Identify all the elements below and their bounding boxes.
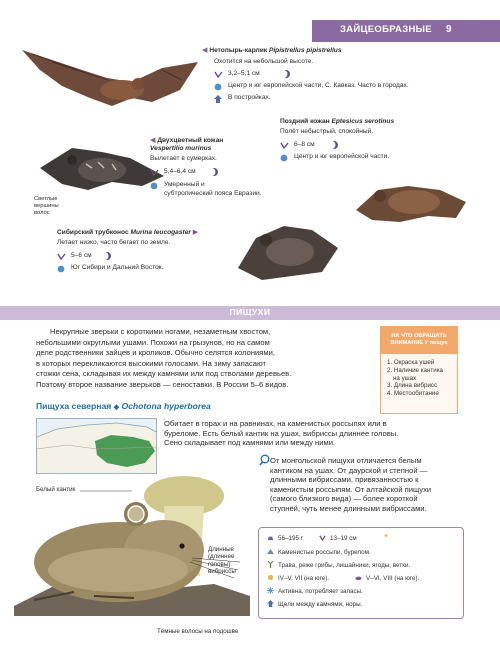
habitat-icon	[267, 548, 274, 555]
food-icon	[267, 561, 274, 568]
fact-shelter: Щели между камнями, норы.	[267, 600, 362, 608]
body-length-icon	[214, 71, 223, 78]
fact-weight: 56–195 г	[267, 534, 303, 542]
bat-3-range: Центр и юг европейской части.	[294, 153, 390, 160]
bat-1-habitat: В постройках.	[228, 94, 271, 101]
leader-line	[80, 487, 140, 497]
bat-4-size: 5–6 см	[71, 252, 92, 259]
species-description: Обитает в горах и на равнинах, на каменистых россыпях или в буреломе. Есть белый кантик на ушах, вибриссы длиннее головы. Сено складывает под камнями или между ними.	[164, 419, 399, 448]
species-title: Пищуха северная ◆ Ochotona hyperborea	[36, 401, 211, 411]
note-header: НА ЧТО ОБРАЩАТЬ ВНИМАНИЕ У пищух	[381, 327, 457, 354]
shelter-icon	[267, 600, 274, 607]
fact-habitat: Каменистые россыпи, бурелом.	[267, 548, 371, 556]
label-white-edge: Белый кантик	[36, 486, 76, 493]
young-icon	[355, 574, 362, 581]
weight-icon	[267, 534, 274, 541]
bat-2-range-line-1: Умеренный и	[164, 181, 205, 188]
fact-length: 13–19 см	[319, 534, 357, 542]
winter-activity-icon	[267, 587, 274, 594]
bat-2-callout: Светлые вершины волос	[34, 196, 59, 216]
section-intro: Некрупные зверьки с короткими ногами, незаметным хвостом, небольшими округлыми ушами. Похожи на грызунов, но на самом деле родственники зайцев и кроликов. Обычно селятся колониями, в которых перекликаются высокими голосами. На зиму запасают стожки сена, складывая их между камнями или под стволами деревьев. Поэтому второе название зверьков — сеноставки. В России 5–6 видов.	[36, 327, 292, 389]
note-list: 1. Окраска ушей 2. Наличие кантика на ушах 3. Длина вибрисс 4. Местообитание	[387, 359, 443, 398]
bat-2-range-line-2: субтропический пояса Евразии.	[164, 190, 262, 197]
species-facts-box	[258, 527, 464, 619]
range-icon	[280, 154, 288, 162]
bat-1-title: ◀ Нетопырь-карлик Pipistrellus pipistrellus	[202, 47, 342, 54]
section-title: ПИЩУХИ	[229, 307, 271, 317]
bat-2-size: 5,4–6,4 см	[164, 168, 196, 175]
body-length-icon	[57, 253, 66, 260]
nocturnal-icon	[282, 70, 290, 78]
bat-3-size: 6–8 см	[294, 141, 315, 148]
fact-breeding-2: V–VI, VIII (на юге).	[355, 574, 419, 582]
serotine-bat-illustration	[352, 176, 472, 226]
habitat-icon	[214, 95, 222, 103]
fact-food: Трава, реже грибы, лишайники, ягоды, ветки.	[267, 561, 410, 569]
label-whiskers: Длинные (длиннее головы) вибриссы	[208, 546, 236, 576]
range-icon	[214, 83, 222, 91]
range-icon	[150, 182, 158, 190]
range-icon	[57, 265, 65, 273]
bat-3-title: Поздний кожан Eptesicus serotinus	[280, 118, 395, 125]
bat-2-latin: Vespertilio murinus	[150, 145, 212, 152]
fact-breeding-1: IV–V, VII (на юге).	[267, 574, 329, 582]
body-length-icon	[150, 169, 159, 176]
diurnal-icon: ☀	[383, 533, 389, 540]
fact-activity: Активна, потребляет запасы.	[267, 587, 363, 595]
nocturnal-icon	[103, 252, 111, 260]
magnifier-icon	[259, 454, 270, 466]
bat-3-desc: Полёт небыстрый, спокойный.	[280, 128, 374, 135]
bat-4-title: Сибирский трубконос Murina leucogaster ▶	[57, 229, 199, 236]
bat-4-range: Юг Сибири и Дальний Восток.	[71, 264, 164, 271]
species-comparison: От монгольской пищухи отличается белым кантиком на ушах. От даурской и степной — длинными вибриссами, привязанностью к каменистым россыпям. От алтайской пищухи (самого близкого вида) — более короткой ступнёй, чуть менее длинными вибриссами.	[270, 456, 432, 513]
breeding-icon	[267, 574, 274, 581]
bat-1-size: 3,2–5,1 см	[228, 70, 260, 77]
tube-nosed-bat-illustration	[232, 218, 344, 284]
bat-4-desc: Летает низко, часто бегает по земле.	[57, 239, 171, 246]
bat-2-title: ◀ Двухцветный кожан	[150, 137, 224, 144]
body-length-icon	[319, 534, 326, 541]
nocturnal-icon	[210, 168, 218, 176]
nocturnal-icon	[330, 141, 338, 149]
page-number: 9	[446, 24, 452, 35]
bat-1-desc: Охотится на небольшой высоте.	[214, 58, 314, 65]
pipistrelle-illustration	[12, 40, 202, 112]
bat-2-desc: Вылетает в сумерках.	[150, 155, 217, 162]
body-length-icon	[280, 142, 289, 149]
section-header-title: ЗАЙЦЕОБРАЗНЫЕ	[340, 24, 432, 35]
label-sole: Тёмные волосы на подошве	[157, 628, 239, 635]
bat-1-range: Центр и юг европейской части, С. Кавказ. Часто в городах.	[228, 82, 409, 89]
attention-note-box	[380, 326, 458, 414]
